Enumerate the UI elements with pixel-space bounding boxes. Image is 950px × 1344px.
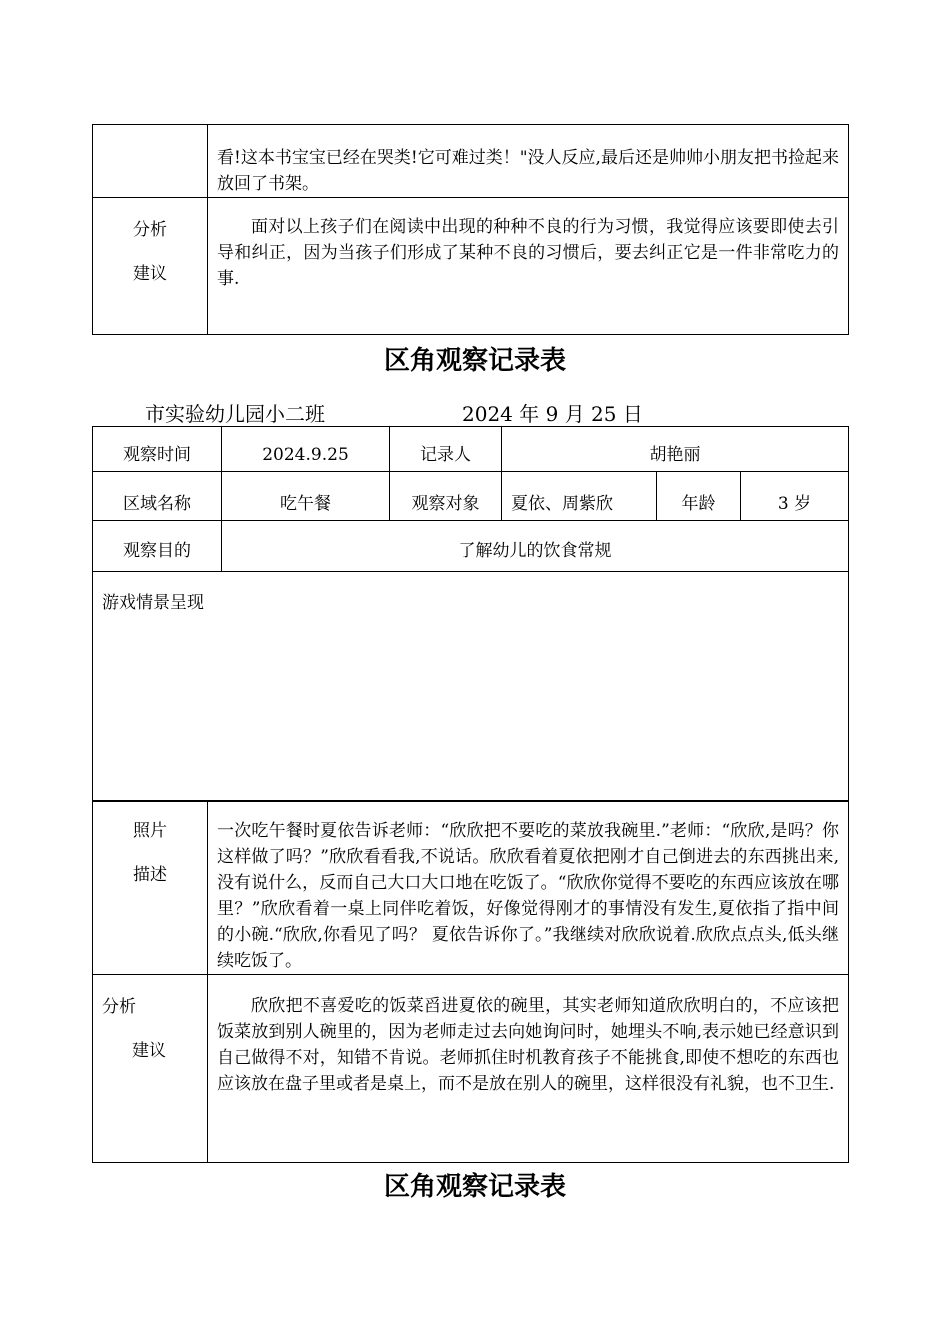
- analysis-label-cell: [93, 975, 208, 1163]
- obs-time-label: 观察时间: [93, 427, 222, 472]
- continuation-text: 看!这本书宝宝已经在哭类!它可难过类！"没人反应,最后还是帅帅小朋友把书捡起来放回了书架。: [217, 148, 839, 194]
- analysis-cell: [208, 975, 849, 1163]
- photo-description-cell: [208, 801, 849, 975]
- recorder-label: 记录人: [390, 427, 502, 472]
- scene-cell: [93, 572, 849, 802]
- prev-analysis-label-2: 建议: [133, 264, 167, 284]
- area-value: 吃午餐: [222, 472, 390, 521]
- photo-label-2: 描述: [133, 865, 167, 885]
- analysis-label-2: 建议: [132, 1041, 166, 1061]
- photo-analysis-table: [92, 800, 849, 1163]
- photo-label-cell: [93, 801, 208, 975]
- photo-label-1: 照片: [133, 821, 167, 841]
- age-value: 3 岁: [741, 472, 849, 521]
- target-value: 夏依、周紫欣: [502, 472, 657, 521]
- previous-record-table: [92, 124, 849, 335]
- recorder-value: 胡艳丽: [502, 427, 849, 472]
- target-label: 观察对象: [390, 472, 502, 521]
- next-record-title: 区角观察记录表: [383, 1172, 566, 1202]
- obs-time-value: 2024.9.25: [222, 427, 390, 472]
- purpose-value: 了解幼儿的饮食常规: [222, 521, 849, 572]
- school-class: 市实验幼儿园小二班: [145, 402, 325, 426]
- continuation-cell: [208, 125, 849, 198]
- photo-description-text: 一次吃午餐时夏依告诉老师：“欣欣把不要吃的菜放我碗里.”老师：“欣欣,是吗？你这样做了吗？”欣欣看看我,不说话。欣欣看着夏依把刚才自己倒进去的东西挑出来,没有说什么，反而自己大口大口地在吃饭了。“欣欣你觉得不要吃的东西应该放在哪里？”欣欣看着一桌上同伴吃着饭，好像觉得刚才的事情没有发生,夏依指了指中间的小碗.“欣欣,你看见了吗？ 夏依告诉你了。”我继续对欣欣说着.欣欣点点头,低头继续吃饭了。: [217, 821, 839, 971]
- observation-record-table: [92, 426, 849, 802]
- area-label: 区域名称: [93, 472, 222, 521]
- prev-analysis-cell: [208, 198, 849, 335]
- prev-analysis-text: 面对以上孩子们在阅读中出现的种种不良的行为习惯，我觉得应该要即使去引导和纠正，因为当孩子们形成了某种不良的习惯后，要去纠正它是一件非常吃力的事.: [217, 217, 839, 289]
- prev-analysis-label-1: 分析: [133, 220, 167, 240]
- prev-analysis-label-cell: [93, 198, 208, 335]
- record-date: 2024 年 9 月 25 日: [462, 402, 643, 426]
- analysis-label-1: 分析: [102, 997, 136, 1017]
- scene-label: 游戏情景呈现: [102, 593, 204, 613]
- age-label: 年龄: [657, 472, 741, 521]
- empty-label-cell: [93, 125, 208, 198]
- record-title: 区角观察记录表: [383, 346, 566, 376]
- analysis-text: 欣欣把不喜爱吃的饭菜舀进夏依的碗里，其实老师知道欣欣明白的，不应该把饭菜放到别人碗里的，因为老师走过去向她询问时，她埋头不响,表示她已经意识到自己做得不对，知错不肯说。老师抓住时机教育孩子不能挑食,即使不想吃的东西也应该放在盘子里或者是桌上，而不是放在别人的碗里，这样很没有礼貌，也不卫生.: [217, 996, 839, 1094]
- purpose-label: 观察目的: [93, 521, 222, 572]
